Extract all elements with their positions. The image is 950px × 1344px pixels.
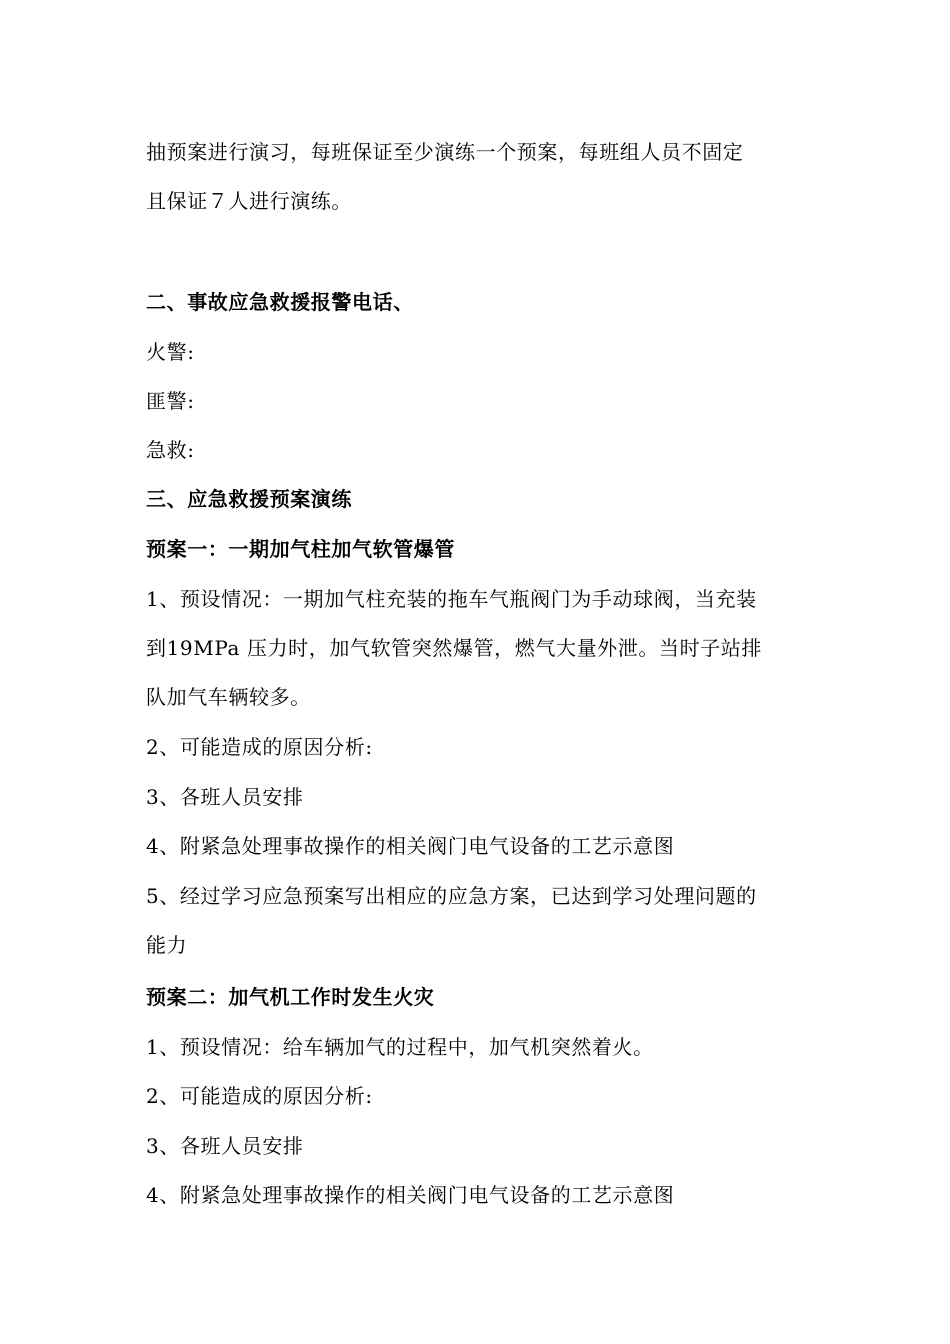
plan-1-item-5-line-2: 能力 xyxy=(146,933,188,957)
ambulance-label: 急救: xyxy=(146,438,195,462)
plan-2-item-3: 3、各班人员安排 xyxy=(146,1134,304,1158)
police-alarm-label: 匪警: xyxy=(146,389,195,413)
plan-2-item-2: 2、可能造成的原因分析: xyxy=(146,1084,373,1108)
plan-1-item-4: 4、附紧急处理事故操作的相关阀门电气设备的工艺示意图 xyxy=(146,834,675,858)
intro-line-1: 抽预案进行演习，每班保证至少演练一个预案，每班组人员不固定 xyxy=(146,140,744,164)
plan-1-item-1-line-1: 1、预设情况：一期加气柱充装的拖车气瓶阀门为手动球阀，当充装 xyxy=(146,587,757,611)
fire-alarm-label: 火警: xyxy=(146,340,195,364)
section-3-heading: 三、应急救援预案演练 xyxy=(146,487,352,511)
plan-2-item-4: 4、附紧急处理事故操作的相关阀门电气设备的工艺示意图 xyxy=(146,1183,675,1207)
plan-1-title: 预案一：一期加气柱加气软管爆管 xyxy=(146,537,455,561)
section-2-heading: 二、事故应急救援报警电话、 xyxy=(146,290,414,314)
plan-2-item-1: 1、预设情况：给车辆加气的过程中，加气机突然着火。 xyxy=(146,1035,654,1059)
plan-1-item-1-line-3: 队加气车辆较多。 xyxy=(146,685,311,709)
plan-1-item-5-line-1: 5、经过学习应急预案写出相应的应急方案，已达到学习处理问题的 xyxy=(146,884,757,908)
plan-2-title: 预案二：加气机工作时发生火灾 xyxy=(146,985,435,1009)
plan-1-item-3: 3、各班人员安排 xyxy=(146,785,304,809)
plan-1-item-2: 2、可能造成的原因分析: xyxy=(146,735,373,759)
intro-line-2: 且保证７人进行演练。 xyxy=(146,189,352,213)
plan-1-item-1-line-2: 到19MPa 压力时，加气软管突然爆管，燃气大量外泄。当时子站排 xyxy=(146,636,762,660)
